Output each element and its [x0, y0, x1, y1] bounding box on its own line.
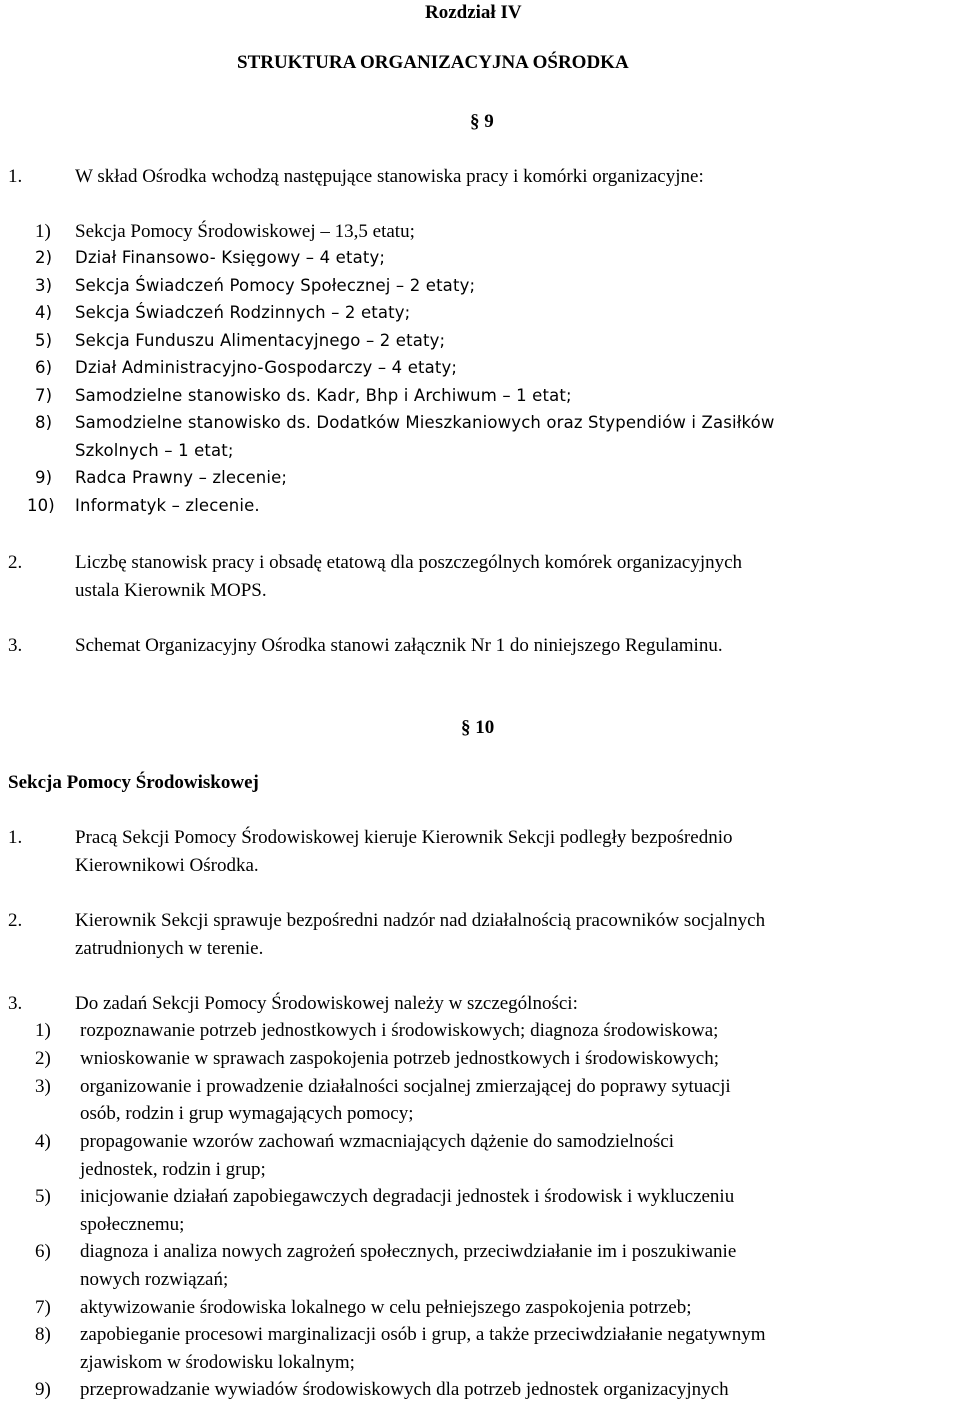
task-number: 4)	[35, 1131, 51, 1152]
task-text: organizowanie i prowadzenie działalności socjalnej zmierzającej do poprawy sytuacji	[80, 1076, 731, 1097]
list-item-number: 10)	[27, 496, 55, 515]
task-text-continuation: jednostek, rodzin i grup;	[80, 1159, 266, 1180]
task-number: 5)	[35, 1186, 51, 1207]
list-item-text: Informatyk – zlecenie.	[75, 496, 260, 515]
p9-1-text: W skład Ośrodka wchodzą następujące stanowiska pracy i komórki organizacyjne:	[75, 166, 704, 187]
task-text-continuation: osób, rodzin i grup wymagających pomocy;	[80, 1103, 414, 1124]
list-item-number: 8)	[35, 413, 53, 432]
list-item-text: Radca Prawny – zlecenie;	[75, 468, 288, 487]
p10-2-number: 2.	[8, 910, 23, 931]
p9-2-line2: ustala Kierownik MOPS.	[75, 580, 267, 601]
list-item-number: 2)	[35, 248, 53, 267]
task-text: diagnoza i analiza nowych zagrożeń społecznych, przeciwdziałanie im i poszukiwanie	[80, 1241, 737, 1262]
chapter-subtitle: STRUKTURA ORGANIZACYJNA OŚRODKA	[237, 52, 629, 73]
task-text: rozpoznawanie potrzeb jednostkowych i środowiskowych; diagnoza środowiskowa;	[80, 1020, 719, 1041]
task-text: propagowanie wzorów zachowań wzmacniających dążenie do samodzielności	[80, 1131, 675, 1152]
task-text: wnioskowanie w sprawach zaspokojenia potrzeb jednostkowych i środowiskowych;	[80, 1048, 719, 1069]
task-number: 1)	[35, 1020, 51, 1041]
list-item-number: 3)	[35, 276, 53, 295]
paragraph-mark-9: § 9	[470, 111, 494, 132]
list-item-number: 5)	[35, 331, 53, 350]
p10-3-text: Do zadań Sekcji Pomocy Środowiskowej należy w szczególności:	[75, 993, 578, 1014]
task-number: 9)	[35, 1379, 51, 1400]
list-item-number: 7)	[35, 386, 53, 405]
p9-1-number: 1.	[8, 166, 23, 187]
task-text-continuation: społecznemu;	[80, 1214, 185, 1235]
list-item-text: Sekcja Świadczeń Rodzinnych – 2 etaty;	[75, 303, 411, 322]
task-number: 8)	[35, 1324, 51, 1345]
p10-1-line1: Pracą Sekcji Pomocy Środowiskowej kieruje Kierownik Sekcji podległy bezpośrednio	[75, 827, 733, 848]
list-item-number: 1)	[35, 221, 51, 242]
list-item-text: Dział Administracyjno-Gospodarczy – 4 etaty;	[75, 358, 458, 377]
p10-1-line2: Kierownikowi Ośrodka.	[75, 855, 259, 876]
p10-2-line1: Kierownik Sekcji sprawuje bezpośredni nadzór nad działalnością pracowników socjalnych	[75, 910, 766, 931]
p9-2-number: 2.	[8, 552, 23, 573]
p10-3-number: 3.	[8, 993, 23, 1014]
task-text: aktywizowanie środowiska lokalnego w celu pełniejszego zaspokojenia potrzeb;	[80, 1297, 692, 1318]
p10-2-line2: zatrudnionych w terenie.	[75, 938, 264, 959]
list-item-continuation: Szkolnych – 1 etat;	[75, 441, 234, 460]
task-text-continuation: zjawiskom w środowisku lokalnym;	[80, 1352, 355, 1373]
list-item-text: Sekcja Funduszu Alimentacyjnego – 2 etaty;	[75, 331, 446, 350]
task-number: 7)	[35, 1297, 51, 1318]
paragraph-mark-10: § 10	[461, 717, 495, 738]
p9-3-number: 3.	[8, 635, 23, 656]
p9-3-text: Schemat Organizacyjny Ośrodka stanowi załącznik Nr 1 do niniejszego Regulaminu.	[75, 635, 723, 656]
task-number: 3)	[35, 1076, 51, 1097]
task-text: przeprowadzanie wywiadów środowiskowych dla potrzeb jednostek organizacyjnych	[80, 1379, 729, 1400]
p10-1-number: 1.	[8, 827, 23, 848]
task-text: inicjowanie działań zapobiegawczych degradacji jednostek i środowisk i wykluczeniu	[80, 1186, 735, 1207]
list-item-text: Samodzielne stanowisko ds. Dodatków Mieszkaniowych oraz Stypendiów i Zasiłków	[75, 413, 775, 432]
task-text: zapobieganie procesowi marginalizacji osób i grup, a także przeciwdziałanie negatywnym	[80, 1324, 766, 1345]
list-item-number: 4)	[35, 303, 53, 322]
list-item-text: Dział Finansowo- Księgowy – 4 etaty;	[75, 248, 386, 267]
list-item-text: Samodzielne stanowisko ds. Kadr, Bhp i Archiwum – 1 etat;	[75, 386, 572, 405]
list-item-number: 6)	[35, 358, 53, 377]
p9-2-line1: Liczbę stanowisk pracy i obsadę etatową dla poszczególnych komórek organizacyjnych	[75, 552, 743, 573]
list-item-text: Sekcja Pomocy Środowiskowej – 13,5 etatu;	[75, 221, 415, 242]
task-number: 6)	[35, 1241, 51, 1262]
section-heading: Sekcja Pomocy Środowiskowej	[8, 772, 259, 793]
chapter-title: Rozdział IV	[425, 2, 522, 23]
list-item-number: 9)	[35, 468, 53, 487]
task-number: 2)	[35, 1048, 51, 1069]
task-text-continuation: nowych rozwiązań;	[80, 1269, 229, 1290]
list-item-text: Sekcja Świadczeń Pomocy Społecznej – 2 etaty;	[75, 276, 476, 295]
